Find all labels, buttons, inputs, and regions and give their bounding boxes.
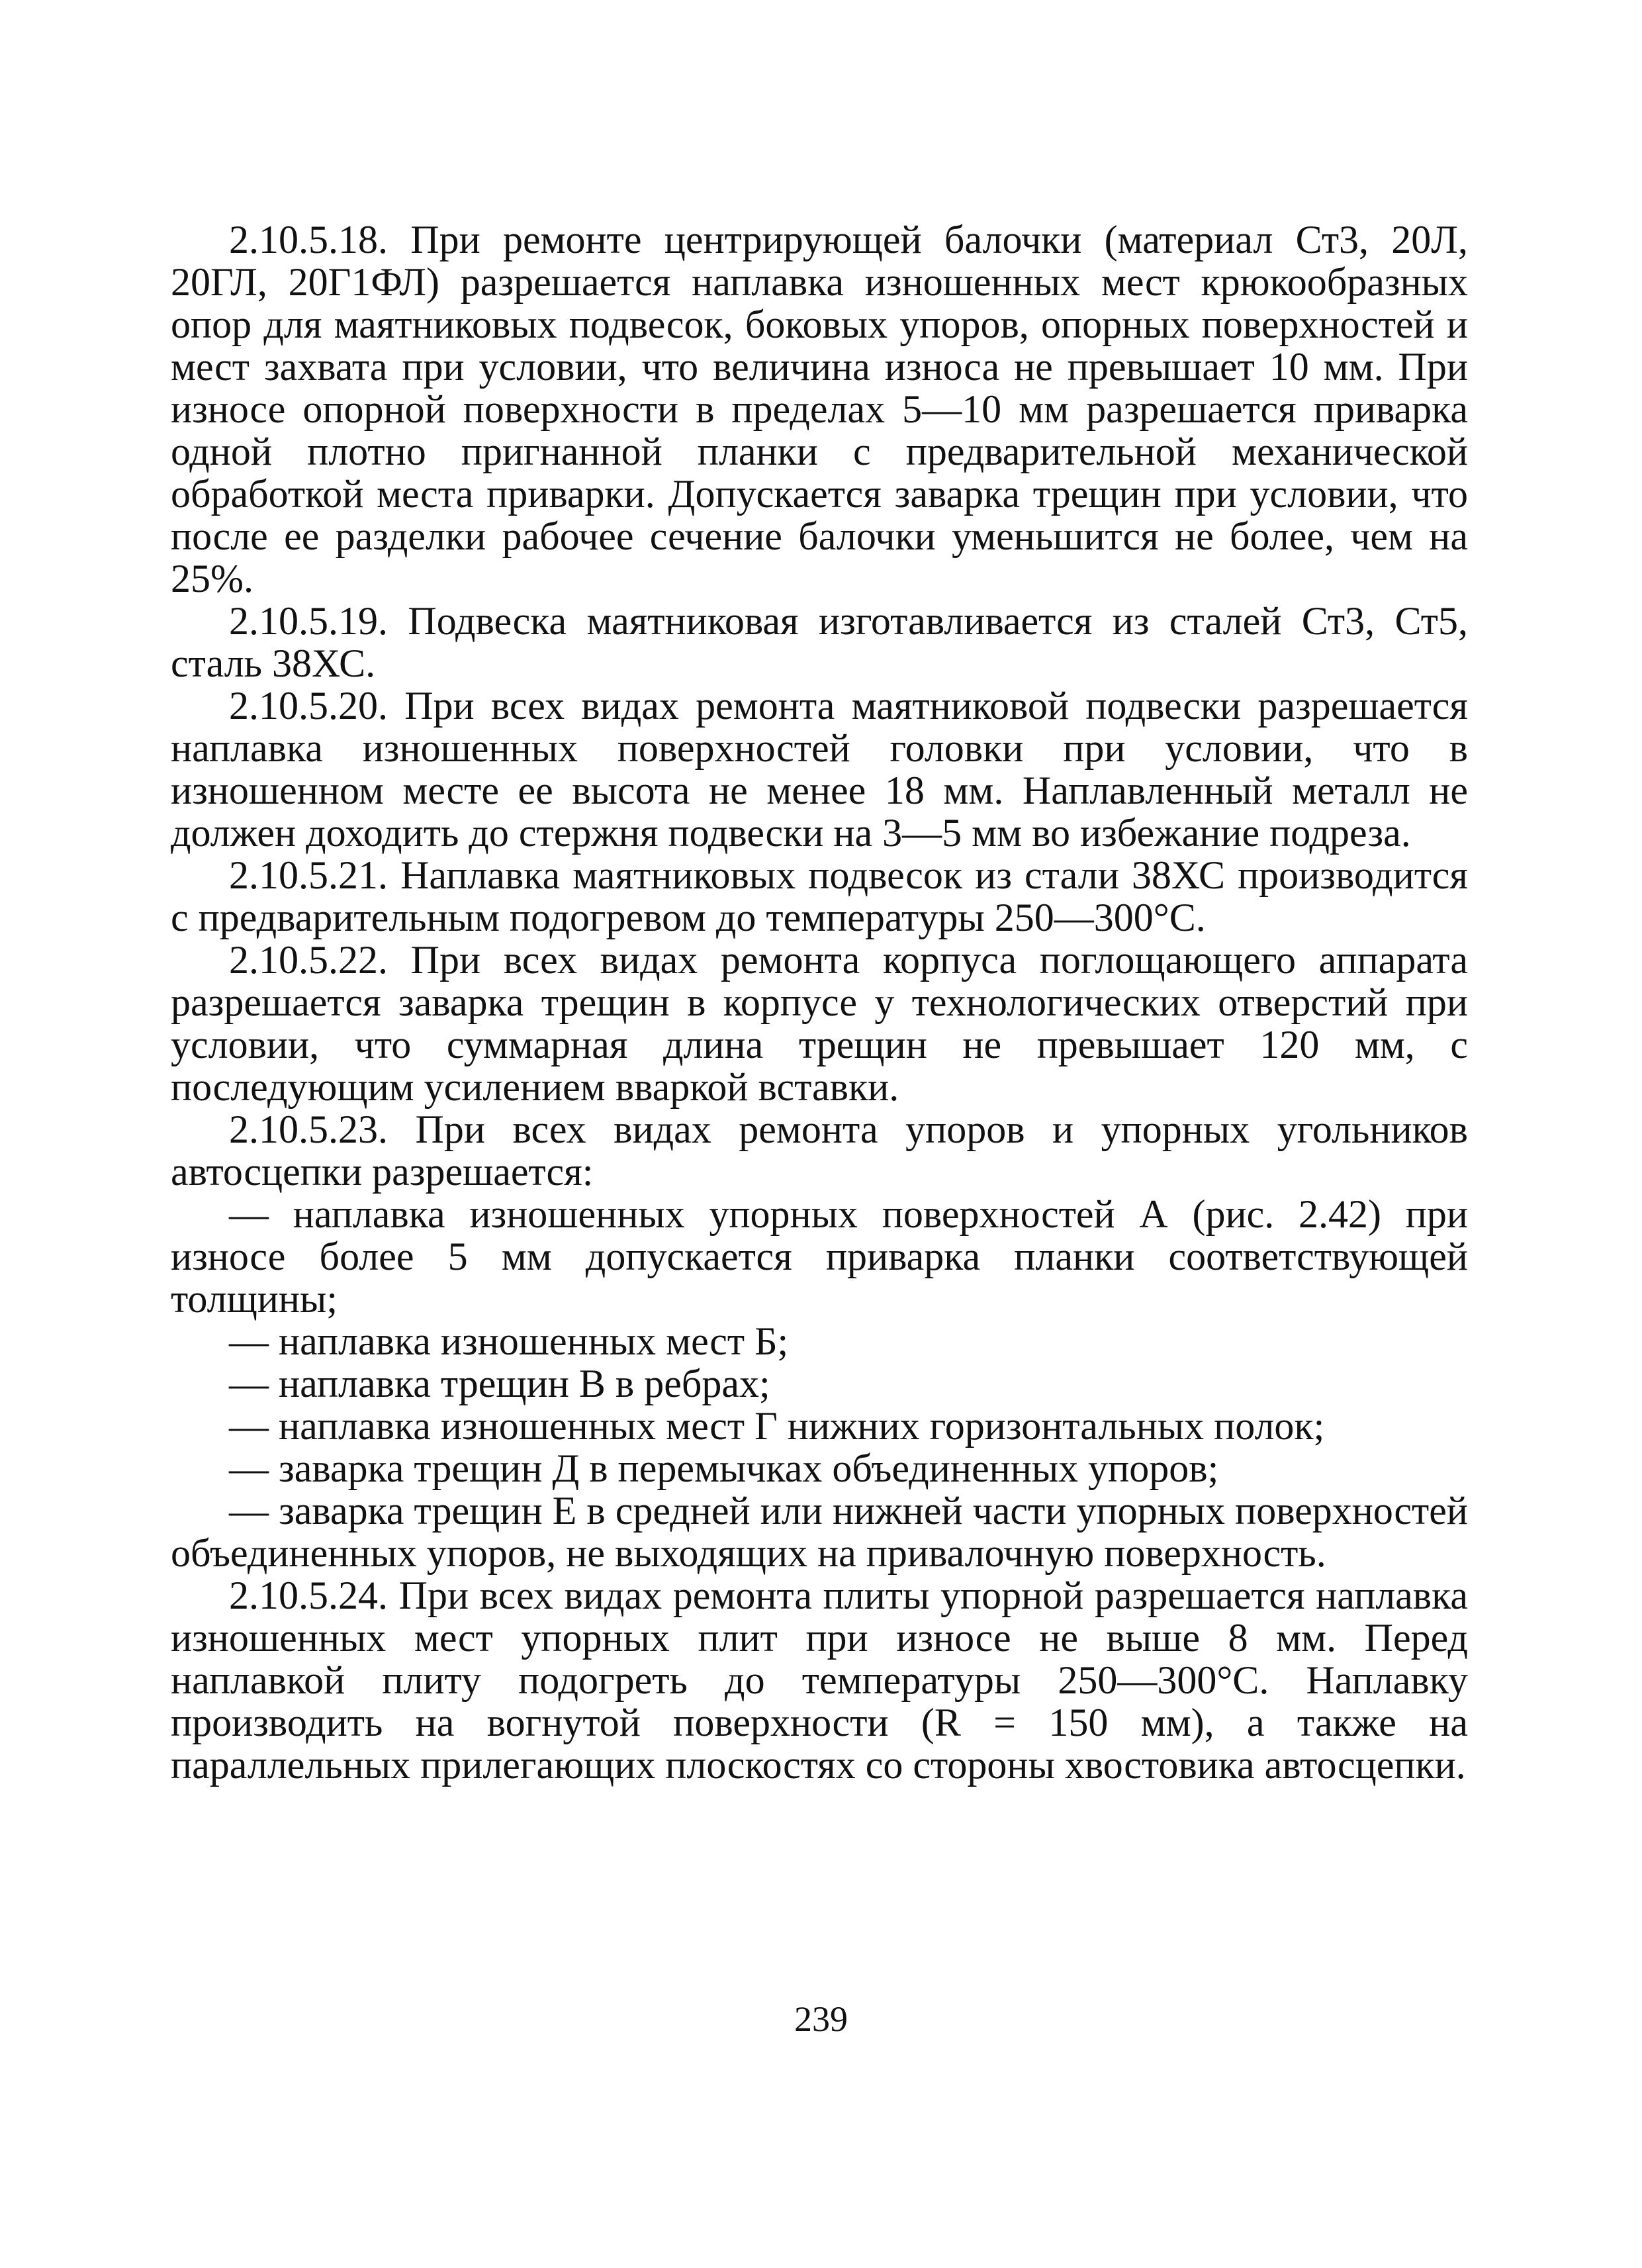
body-text [171, 218, 1468, 1786]
list-item-cracks-v: — наплавка трещин В в ребрах; [229, 1362, 770, 1405]
paragraph-2-10-5-20: 2.10.5.20. При всех видах ремонта маятниковой подвески разрешается наплавка изношенных поверхностей головки при условии, что в изношенном месте ее высота не менее 18 мм. Наплавленный металл не должен доходить до стержня подвески на 3—5 мм во избежание подреза. [171, 684, 1468, 855]
list-item-surfaces-a: — наплавка изношенных упорных поверхностей А (рис. 2.42) при износе более 5 мм допускается приварка планки соответствующей толщины; [171, 1192, 1468, 1321]
list-item-places-b: — наплавка изношенных мест Б; [229, 1319, 789, 1363]
paragraph-2-10-5-22: 2.10.5.22. При всех видах ремонта корпуса поглощающего аппарата разрешается заварка трещин в корпусе у технологических отверстий при условии, что суммарная длина трещин не превышает 120 мм, с последующим усилением вваркой вставки. [171, 938, 1468, 1109]
list-item-cracks-d: — заварка трещин Д в перемычках объединенных упоров; [229, 1446, 1219, 1490]
paragraph-2-10-5-18: 2.10.5.18. При ремонте центрирующей балочки (материал Ст3, 20Л, 20ГЛ, 20Г1ФЛ) разрешается наплавка изношенных мест крюкообразных опор для маятниковых подвесок, боковых упоров, опорных поверхностей и мест захвата при условии, что величина износа не превышает 10 мм. При износе опорной поверхности в пределах 5—10 мм разрешается приварка одной плотно пригнанной планки с предварительной механической обработкой места приварки. Допускается заварка трещин при условии, что после ее разделки рабочее сечение балочки уменьшится не более, чем на 25%. [171, 218, 1468, 600]
page-number: 239 [794, 1999, 848, 2039]
list-item-cracks-e: — заварка трещин Е в средней или нижней части упорных поверхностей объединенных упоров, не выходящих на привалочную поверхность. [171, 1489, 1468, 1575]
paragraph-2-10-5-19: 2.10.5.19. Подвеска маятниковая изготавливается из сталей Ст3, Ст5, сталь 38ХС. [171, 599, 1468, 685]
paragraph-2-10-5-23: 2.10.5.23. При всех видах ремонта упоров и упорных угольников автосцепки разрешается: [171, 1108, 1468, 1194]
paragraph-2-10-5-24: 2.10.5.24. При всех видах ремонта плиты упорной разрешается наплавка изношенных мест упорных плит при износе не выше 8 мм. Перед наплавкой плиту подогреть до температуры 250—300°С. Наплавку производить на вогнутой поверхности (R = 150 мм), а также на параллельных прилегающих плоскостях со стороны хвостовика автосцепки. [171, 1574, 1468, 1787]
paragraph-2-10-5-21: 2.10.5.21. Наплавка маятниковых подвесок из стали 38ХС производится с предварительным подогревом до температуры 250—300°С. [171, 853, 1468, 939]
list-item-places-g: — наплавка изношенных мест Г нижних горизонтальных полок; [229, 1404, 1325, 1448]
